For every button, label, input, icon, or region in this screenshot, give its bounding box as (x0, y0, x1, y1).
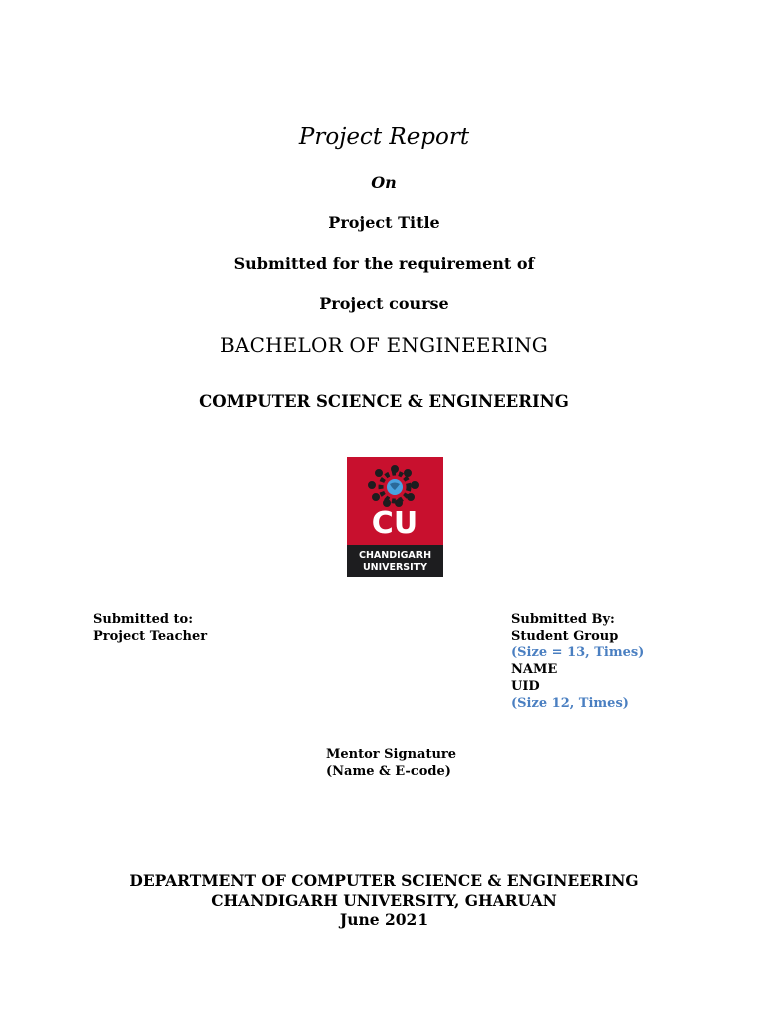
student-uid: UID (511, 678, 540, 694)
student-group: Student Group (511, 628, 619, 644)
mentor-block (326, 746, 456, 780)
project-title: Project Title (328, 213, 440, 232)
logo-line2: UNIVERSITY (362, 562, 428, 573)
course-name: Project course (319, 294, 449, 313)
submitted-by-label: Submitted By: (511, 612, 615, 627)
requirement-text: Submitted for the requirement of (233, 254, 535, 273)
logo-line1: CHANDIGARH (358, 550, 432, 561)
group-size-note: (Size = 13, Times) (511, 645, 645, 661)
report-title: Project Report (298, 124, 470, 150)
submitted-to-label: Submitted to: (93, 612, 193, 627)
department-name: DEPARTMENT OF COMPUTER SCIENCE & ENGINEERING (129, 871, 639, 890)
chandigarh-university-logo (347, 457, 443, 577)
submitted-by-block (511, 612, 644, 712)
mentor-details: (Name & E-code) (326, 764, 451, 779)
logo-emblem (347, 457, 443, 577)
degree-name: BACHELOR OF ENGINEERING (220, 333, 548, 357)
footer-block (0, 871, 768, 930)
uid-size-note: (Size 12, Times) (511, 695, 629, 711)
report-on: On (371, 173, 397, 192)
branch-name: COMPUTER SCIENCE & ENGINEERING (199, 392, 569, 411)
submitted-to-value: Project Teacher (93, 628, 208, 644)
report-date: June 2021 (339, 910, 429, 929)
university-name: CHANDIGARH UNIVERSITY, GHARUAN (211, 890, 557, 910)
mentor-signature: Mentor Signature (326, 747, 457, 762)
submitted-to-block (93, 612, 207, 645)
logo-initials: CU (371, 506, 419, 541)
student-name: NAME (511, 662, 558, 678)
